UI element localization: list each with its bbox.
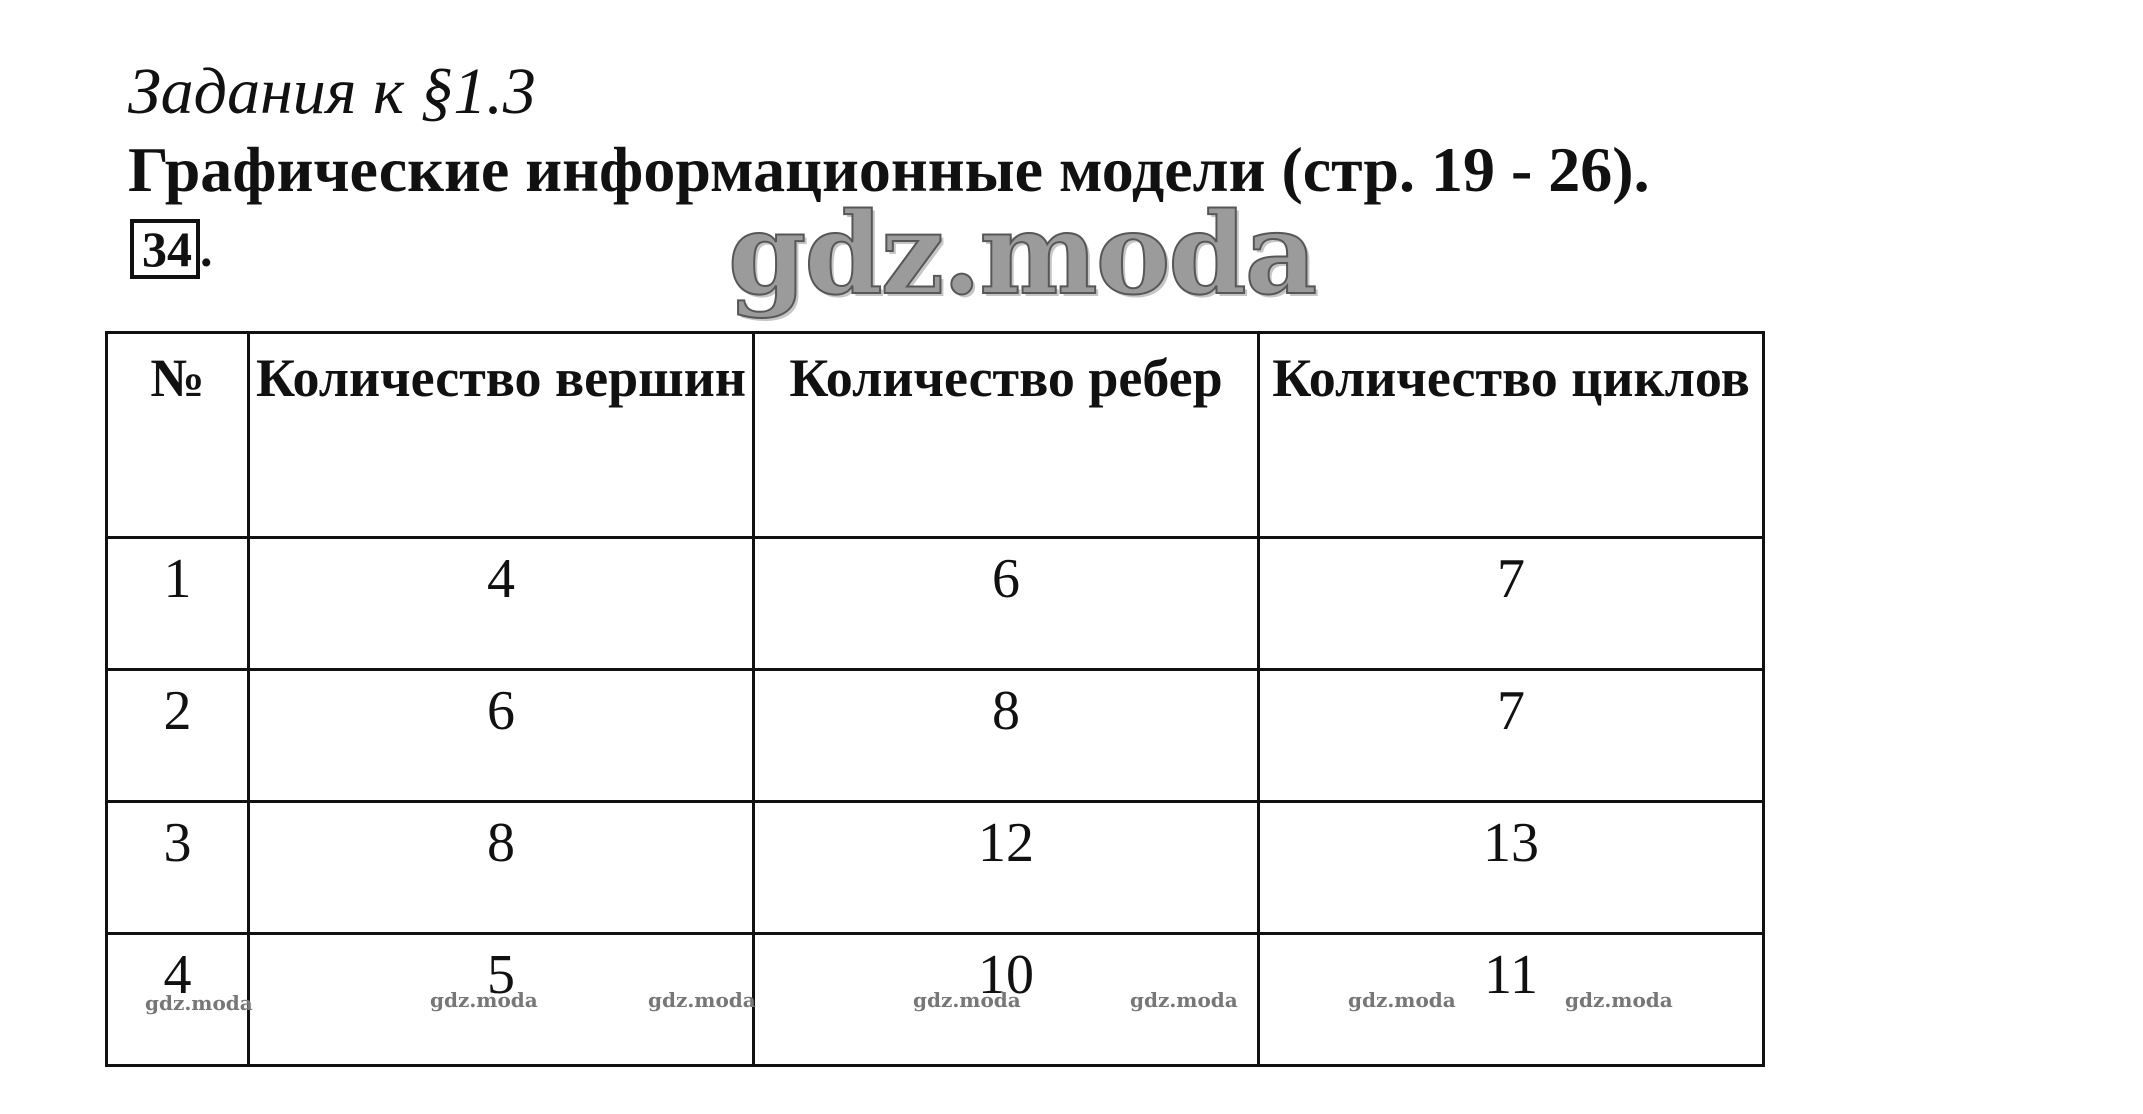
vertices-cell: 8 <box>249 802 754 934</box>
answer-table <box>105 331 1765 1067</box>
edges-cell: 8 <box>754 670 1259 802</box>
cycles-cell: 7 <box>1259 670 1764 802</box>
watermark-small: gdz.moda <box>430 988 538 1012</box>
vertices-cell: 4 <box>249 538 754 670</box>
header-number: № <box>107 333 249 538</box>
watermark-small: gdz.moda <box>648 988 756 1012</box>
edges-cell: 10 <box>754 934 1259 1066</box>
table-row <box>107 802 1764 934</box>
watermark-small: gdz.moda <box>1565 988 1673 1012</box>
edges-cell: 6 <box>754 538 1259 670</box>
subtitle: Задания к §1.3 <box>128 55 536 128</box>
header-edges: Количество ребер <box>754 333 1259 538</box>
watermark-small: gdz.moda <box>1130 988 1238 1012</box>
watermark-logo: gdz.moda <box>728 189 1316 320</box>
cycles-cell: 13 <box>1259 802 1764 934</box>
table-row <box>107 538 1764 670</box>
row-number: 1 <box>107 538 249 670</box>
watermark-small: gdz.moda <box>145 991 253 1015</box>
task-number <box>130 219 213 279</box>
table-row <box>107 670 1764 802</box>
row-number: 4 <box>107 934 249 1066</box>
header-cycles: Количество циклов <box>1259 333 1764 538</box>
watermark-small: gdz.moda <box>1348 988 1456 1012</box>
task-number-box: 34 <box>130 219 200 279</box>
vertices-cell: 5 <box>249 934 754 1066</box>
cycles-cell: 11 <box>1259 934 1764 1066</box>
cycles-cell: 7 <box>1259 538 1764 670</box>
heading: Графические информационные модели (стр. 19 - 26). <box>128 134 1650 205</box>
row-number: 2 <box>107 670 249 802</box>
row-number: 3 <box>107 802 249 934</box>
edges-cell: 12 <box>754 802 1259 934</box>
table-header-row <box>107 333 1764 538</box>
task-number-dot: . <box>200 221 213 277</box>
watermark-small: gdz.moda <box>913 988 1021 1012</box>
header-vertices: Количество вершин <box>249 333 754 538</box>
vertices-cell: 6 <box>249 670 754 802</box>
